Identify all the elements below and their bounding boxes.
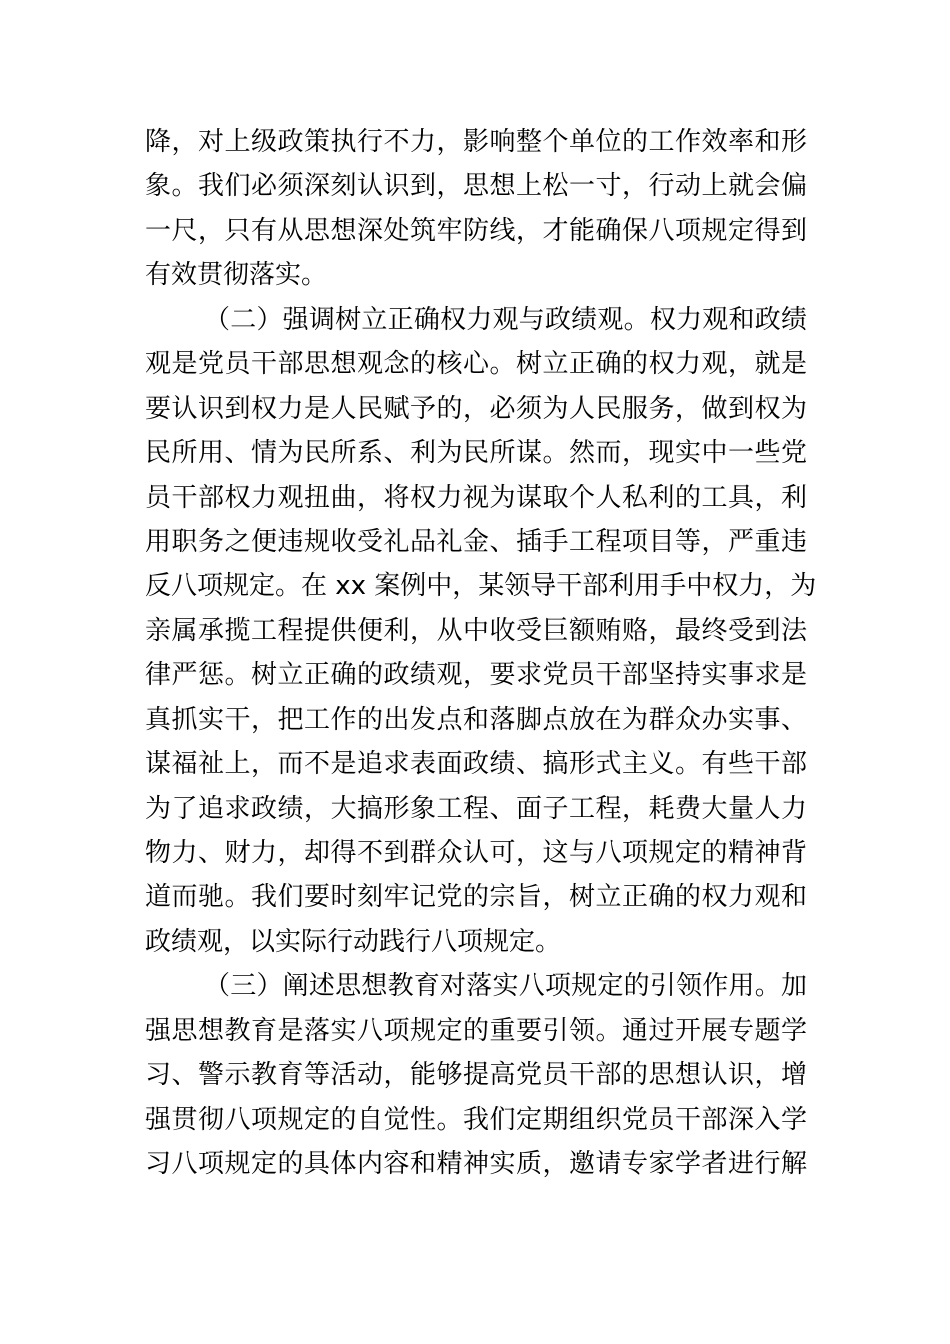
- body-text: [145, 120, 817, 1187]
- text-line: 观是党员干部思想观念的核心。树立正确的权力观，就是: [145, 349, 807, 380]
- text-line: 民所用、情为民所系、利为民所谋。然而，现实中一些党: [145, 438, 807, 469]
- text-line: 强贯彻八项规定的自觉性。我们定期组织党员干部深入学: [145, 1104, 807, 1135]
- section-heading-line: （二）强调树立正确权力观与政绩观。权力观和政绩: [204, 304, 807, 335]
- text-line: 物力、财力，却得不到群众认可，这与八项规定的精神背: [145, 838, 807, 868]
- text-line: 用职务之便违规收受礼品礼金、插手工程项目等，严重违: [145, 526, 807, 557]
- text-line: 亲属承揽工程提供便利，从中收受巨额贿赂，最终受到法: [145, 615, 807, 646]
- text-line: 谋福祉上，而不是追求表面政绩、搞形式主义。有些干部: [145, 749, 807, 780]
- text-line: 律严惩。树立正确的政绩观，要求党员干部坚持实事求是: [145, 660, 807, 691]
- text-line: 真抓实干，把工作的出发点和落脚点放在为群众办实事、: [145, 704, 807, 735]
- text-line: 一尺，只有从思想深处筑牢防线，才能确保八项规定得到: [145, 215, 807, 246]
- text-line: 道而驰。我们要时刻牢记党的宗旨，树立正确的权力观和: [145, 882, 807, 913]
- text-line: 降，对上级政策执行不力，影响整个单位的工作效率和形: [145, 127, 807, 157]
- text-line: 象。我们必须深刻认识到，思想上松一寸，行动上就会偏: [145, 171, 807, 202]
- text-line: 员干部权力观扭曲，将权力视为谋取个人私利的工具，利: [145, 482, 807, 513]
- text-line: 习、警示教育等活动，能够提高党员干部的思想认识，增: [145, 1060, 807, 1091]
- text-line: 反八项规定。在 xx 案例中，某领导干部利用手中权力，为: [145, 571, 817, 602]
- text-line: 政绩观，以实际行动践行八项规定。: [145, 926, 562, 957]
- text-line: 有效贯彻落实。: [145, 260, 328, 291]
- text-line: 要认识到权力是人民赋予的，必须为人民服务，做到权为: [145, 393, 807, 424]
- section-heading-line: （三）阐述思想教育对落实八项规定的引领作用。加: [204, 971, 807, 1002]
- text-line: 强思想教育是落实八项规定的重要引领。通过开展专题学: [145, 1015, 807, 1046]
- text-line: 习八项规定的具体内容和精神实质，邀请专家学者进行解: [145, 1149, 807, 1180]
- text-line: 为了追求政绩，大搞形象工程、面子工程，耗费大量人力: [145, 793, 807, 824]
